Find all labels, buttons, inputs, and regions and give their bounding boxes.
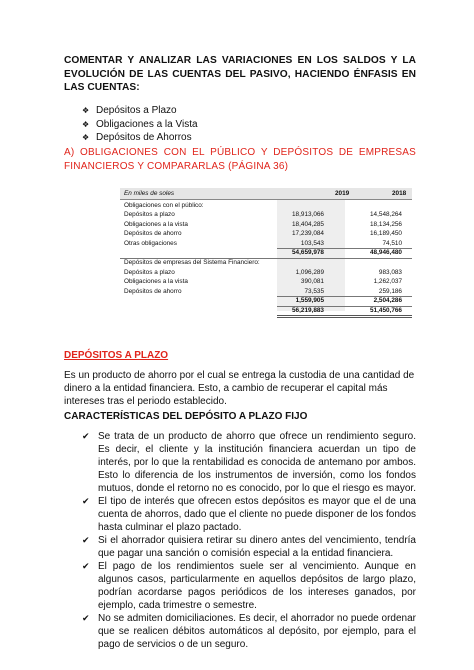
list-item-text: Si el ahorrador quisiera retirar su dinero antes del vencimiento, tendría que pagar una sanción o comisión especial a la entidad financiera. — [98, 535, 416, 559]
list-item — [82, 430, 416, 495]
list-item-text: El tipo de interés que ofrecen estos depósitos es mayor que el de una cuenta de ahorros, dado que el cliente no puede disponer de los fondos hasta culminar el plazo pactado. — [98, 496, 417, 533]
list-item — [82, 534, 416, 560]
caracteristicas-title: CARACTERÍSTICAS DEL DEPÓSITO A PLAZO FIJO — [64, 411, 308, 422]
financial-table — [120, 188, 412, 315]
bullet-label: Depósitos a Plazo — [96, 105, 177, 116]
row-label: Depósitos a plazo — [124, 268, 175, 276]
checkmark-icon: ✔ — [82, 496, 90, 506]
value-2018: 18,134,256 — [370, 220, 402, 228]
checkmark-icon: ✔ — [82, 561, 90, 571]
diamond-bullet-icon: ❖ — [82, 106, 90, 115]
value-2019: 18,404,285 — [292, 220, 324, 228]
value-2018: 14,548,264 — [370, 211, 402, 219]
value-2019: 1,096,289 — [295, 268, 324, 276]
grand-total-row — [120, 306, 412, 316]
bullet-list — [82, 104, 198, 145]
value-2018: 983,083 — [378, 268, 402, 276]
grand-total-2019: 56,219,883 — [292, 307, 324, 315]
table-row — [120, 267, 412, 277]
value-2018: 16,189,450 — [370, 230, 402, 238]
row-label: Depósitos de ahorro — [124, 230, 182, 238]
document-heading: COMENTAR Y ANALIZAR LAS VARIACIONES EN LOS SALDOS Y LA EVOLUCIÓN DE LAS CUENTAS DEL PASIVO, HACIENDO ÉNFASIS EN LAS CUENTAS: — [64, 55, 416, 93]
header-2018: 2018 — [392, 190, 407, 197]
section-title-row — [120, 258, 412, 268]
table-row — [120, 210, 412, 220]
value-2018: 1,262,037 — [373, 278, 402, 286]
row-label: Depósitos a plazo — [124, 211, 175, 219]
value-2019: 103,543 — [300, 239, 324, 247]
table-row — [120, 229, 412, 239]
value-2018: 74,510 — [382, 239, 402, 247]
depositos-title: DEPÓSITOS A PLAZO — [64, 350, 169, 361]
table-header — [120, 188, 412, 200]
value-2019: 390,081 — [300, 278, 324, 286]
value-2018: 259,186 — [378, 287, 402, 295]
diamond-bullet-icon: ❖ — [82, 119, 90, 129]
table-row — [120, 219, 412, 229]
units-label: En miles de soles — [124, 190, 175, 197]
double-rule — [277, 315, 412, 318]
value-2019: 73,535 — [304, 287, 324, 295]
subtotal-row — [120, 248, 412, 258]
section-title: Obligaciones con el público: — [124, 201, 204, 209]
checkmark-icon: ✔ — [82, 431, 90, 441]
subtotal-2018: 48,946,480 — [370, 249, 402, 257]
list-item — [82, 495, 416, 534]
bullet-label: Depósitos de Ahorros — [96, 132, 192, 143]
grand-total-2018: 51,450,766 — [370, 307, 402, 315]
subtotal-2018: 2,504,286 — [373, 297, 402, 305]
section-title: Depósitos de empresas del Sistema Financiero: — [124, 259, 260, 267]
header-2019: 2019 — [335, 190, 350, 197]
checkmark-icon: ✔ — [82, 535, 90, 545]
section-a-title: A) OBLIGACIONES CON EL PÚBLICO Y DEPÓSITOS DE EMPRESAS FINANCIEROS Y COMPARARLAS (PÁGINA 36) — [64, 147, 416, 172]
bullet-item — [82, 104, 198, 118]
table-row — [120, 238, 412, 248]
bullet-item — [82, 131, 198, 145]
row-label: Obligaciones a la vista — [124, 278, 188, 286]
value-2019: 18,913,066 — [292, 211, 324, 219]
list-item-text: El pago de los rendimientos suele ser al vencimiento. Aunque en algunos casos, particularmente en aquellos depósitos de largo plazo, podrían acordarse pagos periódicos de los intereses ganados, por ejemplo, cada trimestre o semestre. — [98, 561, 416, 611]
bullet-label: Obligaciones a la Vista — [96, 118, 198, 130]
subtotal-2019: 1,559,905 — [295, 297, 324, 305]
characteristics-list — [82, 430, 416, 651]
row-label: Depósitos de ahorro — [124, 287, 182, 295]
depositos-paragraph: Es un producto de ahorro por el cual se entrega la custodia de una cantidad de dinero a la entidad financiera. Esto, a cambio de recuperar el capital más intereses tras el periodo establecido. — [64, 370, 415, 407]
list-item-text: Se trata de un producto de ahorro que ofrece un rendimiento seguro. Es decir, el cliente y la institución financiera acuerdan un tipo de interés, por lo que la rentabilidad es conocida de antemano por ambos. Esto lo diferencia de los instrumentos de inversión, como los fondos mutuos, donde el retorno no es conocido, por lo que el riesgo es mayor. — [98, 431, 416, 494]
section-title-row — [120, 200, 412, 210]
value-2019: 17,239,084 — [292, 230, 324, 238]
checkmark-icon: ✔ — [82, 613, 90, 623]
diamond-bullet-icon: ❖ — [82, 133, 90, 142]
bullet-item — [82, 118, 198, 132]
list-item — [82, 560, 416, 612]
list-item-text: No se admiten domiciliaciones. Es decir, el ahorrador no puede ordenar que se realicen débitos automáticos al depósito, por ejemplo, para el pago de servicios o de un seguro. — [98, 613, 416, 650]
row-label: Obligaciones a la vista — [124, 220, 188, 228]
row-label: Otras obligaciones — [124, 239, 177, 247]
table-row — [120, 277, 412, 287]
list-item — [82, 612, 416, 651]
table-row — [120, 286, 412, 296]
subtotal-row — [120, 296, 412, 306]
subtotal-2019: 54,659,978 — [292, 249, 324, 257]
